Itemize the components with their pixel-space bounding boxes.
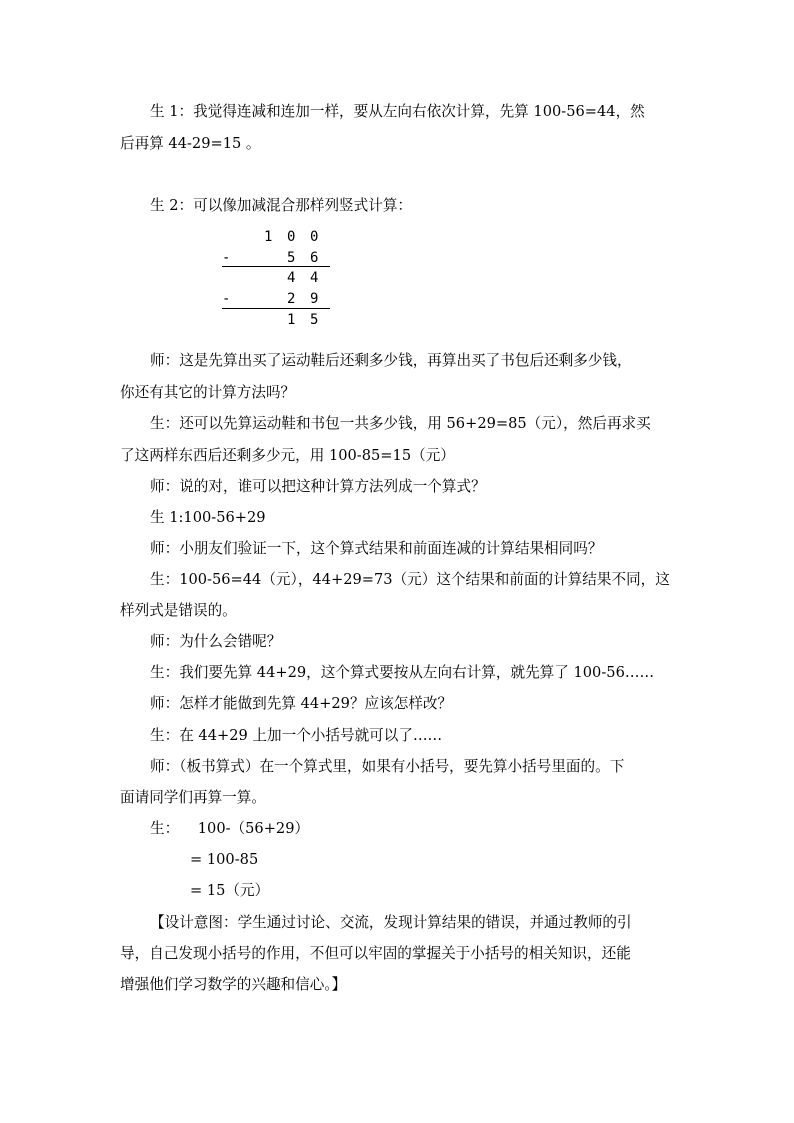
- calc-digit: 9: [310, 291, 319, 307]
- paragraph-line: 生 2：可以像加减混合那样列竖式计算：: [150, 197, 413, 214]
- design-intent-line: 增强他们学习数学的兴趣和信心。】: [120, 976, 347, 993]
- paragraph-line: 师：小朋友们验证一下，这个算式结果和前面连减的计算结果相同吗？: [150, 540, 603, 557]
- calc-digit: 6: [310, 250, 319, 266]
- calc-digit: 5: [310, 312, 319, 328]
- calc-digit: 1: [287, 312, 296, 328]
- paragraph-line: 师：说的对，谁可以把这种计算方法列成一个算式？: [150, 478, 486, 495]
- paragraph-line: 面请同学们再算一算。: [120, 789, 266, 806]
- paragraph-line: 了这两样东西后还剩多少元，用 100-85=15（元）: [120, 447, 455, 464]
- paragraph-line: 生： 100-（56+29）: [150, 820, 310, 837]
- calc-row: [222, 289, 330, 309]
- paragraph-line: 生：还可以先算运动鞋和书包一共多少钱，用 56+29=85（元），然后再求买: [150, 415, 651, 432]
- paragraph-line: 生：我们要先算 44+29，这个算式要按从左向右计算，就先算了 100-56……: [150, 664, 655, 681]
- paragraph-line: 生 1:100-56+29: [150, 509, 266, 526]
- paragraph-line: 样列式是错误的。: [120, 602, 237, 619]
- calc-row: [222, 268, 330, 288]
- paragraph-line: 生：在 44+29 上加一个小括号就可以了……: [150, 727, 443, 744]
- calc-rule: [222, 266, 330, 267]
- calc-rule: [222, 308, 330, 309]
- calc-digit: 5: [287, 250, 296, 266]
- paragraph-line: 师：为什么会错呢？: [150, 633, 282, 650]
- calc-digit: 4: [287, 270, 296, 286]
- calc-row: [222, 227, 330, 247]
- paragraph-line: 生：100-56=44（元），44+29=73（元）这个结果和前面的计算结果不同，这: [150, 571, 670, 588]
- paragraph-line: = 15（元）: [190, 882, 270, 899]
- calc-digit: 1: [264, 229, 273, 245]
- paragraph-line: 师：这是先算出买了运动鞋后还剩多少钱，再算出买了书包后还剩多少钱，: [150, 352, 632, 369]
- paragraph-line: = 100-85: [190, 851, 259, 868]
- calc-digit: 0: [310, 229, 319, 245]
- design-intent-line: 【设计意图：学生通过讨论、交流，发现计算结果的错误，并通过教师的引: [150, 914, 632, 931]
- design-intent-line: 导，自己发现小括号的作用，不但可以牢固的掌握关于小括号的相关知识，还能: [120, 945, 631, 962]
- paragraph-line: 你还有其它的计算方法吗？: [120, 384, 296, 401]
- paragraph-line: 师：（板书算式）在一个算式里，如果有小括号，要先算小括号里面的。下: [150, 758, 625, 775]
- calc-digit: 4: [310, 270, 319, 286]
- calc-row: [222, 310, 330, 330]
- calc-digit: 2: [287, 291, 296, 307]
- calc-digit: 0: [287, 229, 296, 245]
- paragraph-line: 后再算 44-29=15 。: [120, 135, 261, 152]
- paragraph-line: 生 1：我觉得连减和连加一样，要从左向右依次计算，先算 100-56=44，然: [150, 103, 645, 120]
- paragraph-line: 师：怎样才能做到先算 44+29？应该怎样改？: [150, 695, 453, 712]
- minus-sign: -: [222, 291, 231, 307]
- minus-sign: -: [222, 250, 231, 266]
- calc-row: [222, 248, 330, 268]
